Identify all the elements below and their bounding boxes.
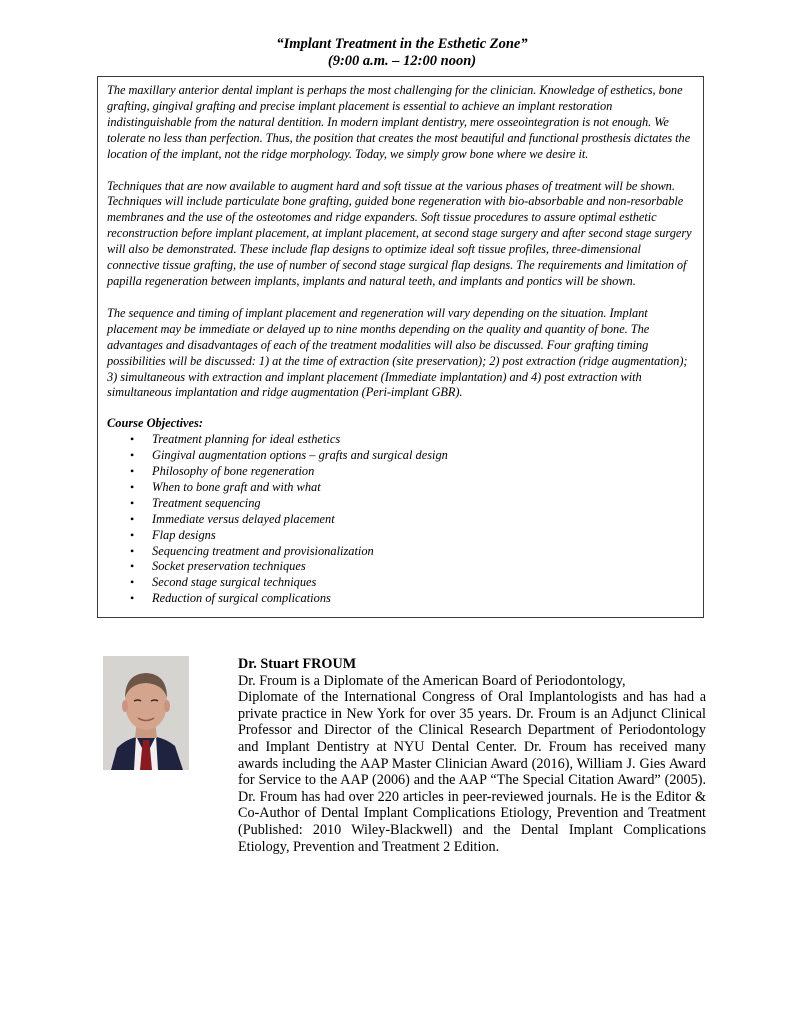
objective-item: • Reduction of surgical complications <box>130 591 331 606</box>
course-time: (9:00 a.m. – 12:00 noon) <box>327 53 477 69</box>
course-description-box <box>97 76 704 618</box>
objective-item: • Socket preservation techniques <box>130 559 306 574</box>
objectives-list <box>107 432 695 607</box>
objective-item: • Gingival augmentation options – grafts and surgical design <box>130 448 448 463</box>
bullet-icon: • <box>130 559 135 574</box>
bullet-icon: • <box>130 479 135 494</box>
bullet-icon: • <box>130 511 135 526</box>
objective-item: • Flap designs <box>130 527 216 542</box>
objective-item: • Second stage surgical techniques <box>130 575 317 590</box>
objective-item: • Treatment planning for ideal esthetics <box>130 432 341 447</box>
speaker-bio-text: Diplomate of the International Congress of Oral Implantologists and has had a private practice in New York for over 35 years. Dr. Froum is an Adjunct Clinical Professor and Director of the Clinical Research Department of Periodontology and Implant Dentistry at NYU Dental Center. Dr. Froum has received many awards including the AAP Master Clinician Award (2016), William J. Gies Award for Service to the AAP (2006) and the AAP “The Special Citation Award” (2005). Dr. Froum has had over 220 articles in peer-reviewed journals. He is the Editor & Co-Author of Dental Implant Complications Etiology, Prevention and Treatment (Published: 2010 Wiley-Blackwell) and the Dental Implant Complications Etiology, Prevention and Treatment 2 Edition. <box>238 689 706 855</box>
course-title: “Implant Treatment in the Esthetic Zone” <box>276 36 528 52</box>
bullet-icon: • <box>130 432 135 447</box>
objective-item: • Immediate versus delayed placement <box>130 511 335 526</box>
objective-item: • Philosophy of bone regeneration <box>130 464 315 479</box>
bullet-icon: • <box>130 464 135 479</box>
bullet-icon: • <box>130 448 135 463</box>
speaker-name: Dr. Stuart FROUM <box>238 656 357 672</box>
bullet-icon: • <box>130 543 135 558</box>
course-title-block <box>0 36 804 70</box>
bullet-icon: • <box>130 527 135 542</box>
speaker-bio-first-line: Dr. Froum is a Diplomate of the American Board of Periodontology, <box>238 672 626 689</box>
description-paragraph: The maxillary anterior dental implant is perhaps the most challenging for the clinician. Knowledge of esthetics, bone grafting, gingival grafting and precise implant placement is essential to achieve an implant restoration indistinguishable from the natural dentition. In modern implant dentistry, mere osseointegration is not enough. We tolerate no less than perfection. Thus, the position that creates the most beautiful and functional prosthesis dictates the location of the implant, not the ridge morphology. Today, we simply grow bone where we desire it. <box>107 83 691 161</box>
bullet-icon: • <box>130 591 135 606</box>
portrait-icon <box>103 656 189 770</box>
bullet-icon: • <box>130 575 135 590</box>
description-paragraph: Techniques that are now available to augment hard and soft tissue at the various phases of treatment will be shown. Techniques will include particulate bone grafting, guided bone regeneration with bio-absorbable and non-resorbable membranes and the use of the osteotomes and ridge expanders. Soft tissue procedures to assure optimal esthetic reconstruction before implant placement, at implant placement, at second stage surgery and after second stage surgery will also be demonstrated. These include flap designs to optimize ideal soft tissue profiles, three-dimensional connective tissue grafting, the use of number of second stage surgical flap designs. The requirements and limitation of papilla regeneration between implants, implants and natural teeth, and implants and pontics will be shown. <box>107 178 692 288</box>
objective-item: • Sequencing treatment and provisionalization <box>130 543 374 558</box>
objective-item: • When to bone graft and with what <box>130 479 321 494</box>
speaker-photo <box>103 656 189 770</box>
speaker-bio <box>238 656 706 855</box>
description-paragraph: The sequence and timing of implant placement and regeneration will vary depending on the situation. Implant placement may be immediate or delayed up to nine months depending on the quality and quantity of bone. The advantages and disadvantages of each of the treatment modalities will also be discussed. Four grafting timing possibilities will be discussed: 1) at the time of extraction (site preservation); 2) post extraction (ridge augmentation); 3) simultaneous with extraction and implant placement (Immediate implantation) and 4) post extraction with simultaneous implantation and ridge augmentation (Peri-implant GBR). <box>107 305 688 400</box>
objective-item: • Treatment sequencing <box>130 495 261 510</box>
objectives-heading: Course Objectives: <box>107 416 204 431</box>
bullet-icon: • <box>130 495 135 510</box>
